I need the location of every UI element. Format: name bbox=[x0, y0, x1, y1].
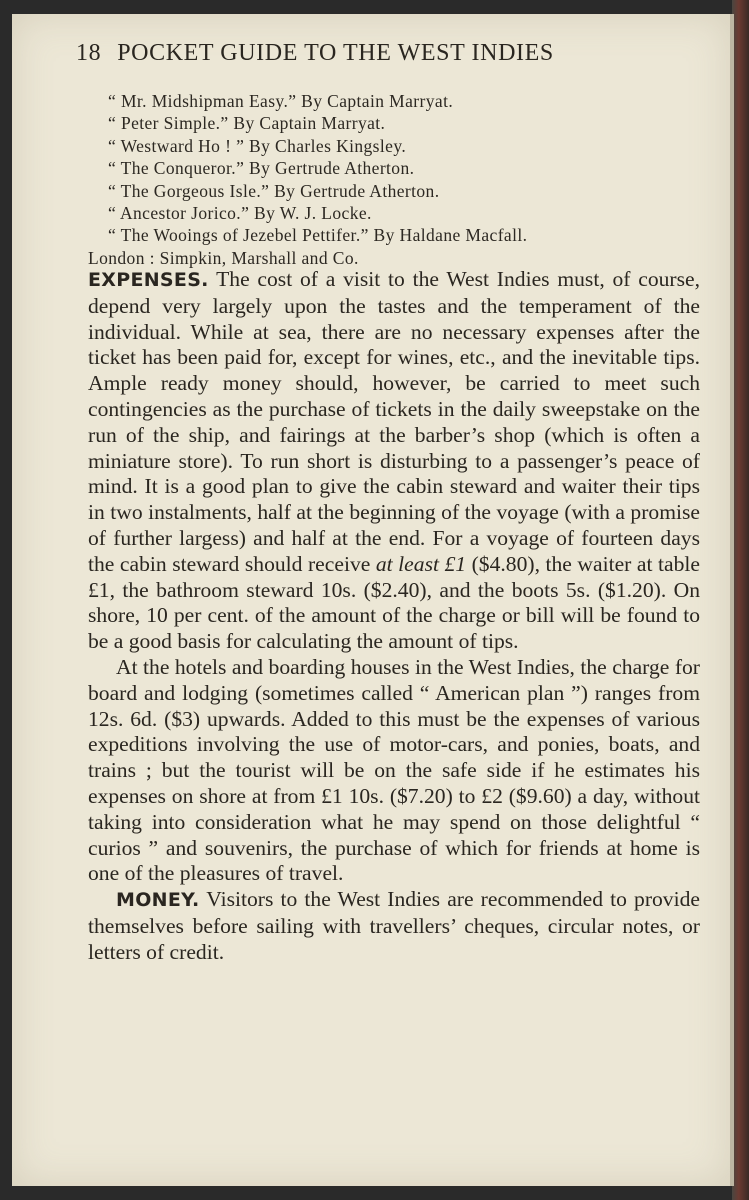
reference-item: “ Ancestor Jorico.” By W. J. Locke. bbox=[108, 203, 372, 224]
book-spine-edge bbox=[732, 0, 749, 1200]
money-text: Visitors to the West Indies are recommended to provide themselves before sailing with travellers’ cheques, circular notes, or letters of credit. bbox=[88, 887, 700, 964]
publisher-line: London : Simpkin, Marshall and Co. bbox=[88, 247, 359, 268]
hotels-paragraph: At the hotels and boarding houses in the West Indies, the charge for board and lodging (sometimes called “ American plan ”) ranges from 12s. 6d. ($3) upwards. Added to this must be the expenses of various expeditions involving the use of motor-cars, and ponies, boats, and trains ; but the tourist will be on the safe side if he estimates his expenses on shore at from £1 10s. ($7.20) to £2 ($9.60) a day, without taking into consideration what he may spend on those delightful “ curios ” and souvenirs, the purchase of which for friends at home is one of the pleasures of travel. bbox=[88, 654, 700, 886]
money-paragraph bbox=[88, 887, 700, 965]
page-number: 18 bbox=[76, 40, 102, 66]
reference-item: “ The Gorgeous Isle.” By Gertrude Atherton. bbox=[108, 180, 440, 201]
reference-item: “ Peter Simple.” By Captain Marryat. bbox=[108, 113, 386, 134]
reference-item: “ Westward Ho ! ” By Charles Kingsley. bbox=[108, 135, 407, 156]
reference-item: “ The Wooings of Jezebel Pettifer.” By Haldane Macfall. bbox=[108, 225, 528, 246]
money-heading: MONEY. bbox=[116, 889, 200, 912]
running-header bbox=[76, 40, 651, 67]
body-text bbox=[88, 267, 700, 966]
expenses-paragraph bbox=[88, 267, 700, 655]
reference-item: “ The Conqueror.” By Gertrude Atherton. bbox=[108, 158, 415, 179]
expenses-text-a: The cost of a visit to the West Indies must, of course, depend very largely upon the tastes and the temperament of the individual. While at sea, there are no necessary expenses after the ticket has been paid for, except for wines, etc., and the inevitable tips. Ample ready money should, however, be carried to meet such contingencies as the purchase of tickets in the daily sweepstake on the run of the ship, and fairings at the barber’s shop (which is often a miniature store). To run short is disturbing to a passenger’s peace of mind. It is a good plan to give the cabin steward and waiter their tips in two instalments, half at the beginning of the voyage (with a promise of further largess) and half at the end. For a voyage of fourteen days the cabin steward should receive bbox=[88, 267, 700, 576]
expenses-italic: at least £1 bbox=[375, 551, 467, 576]
expenses-text-b: ($4.80), the waiter at table £1, the bathroom steward 10s. ($2.40), and the boots 5s. ($1.20). On shore, 10 per cent. of the amount of the charge or bill will be found to be a good basis for calculating the amount of tips. bbox=[88, 551, 700, 654]
expenses-heading: EXPENSES. bbox=[88, 269, 209, 291]
running-title: POCKET GUIDE TO THE WEST INDIES bbox=[117, 40, 554, 66]
reference-item: “ Mr. Midshipman Easy.” By Captain Marryat. bbox=[108, 91, 454, 111]
reference-list bbox=[88, 90, 708, 269]
